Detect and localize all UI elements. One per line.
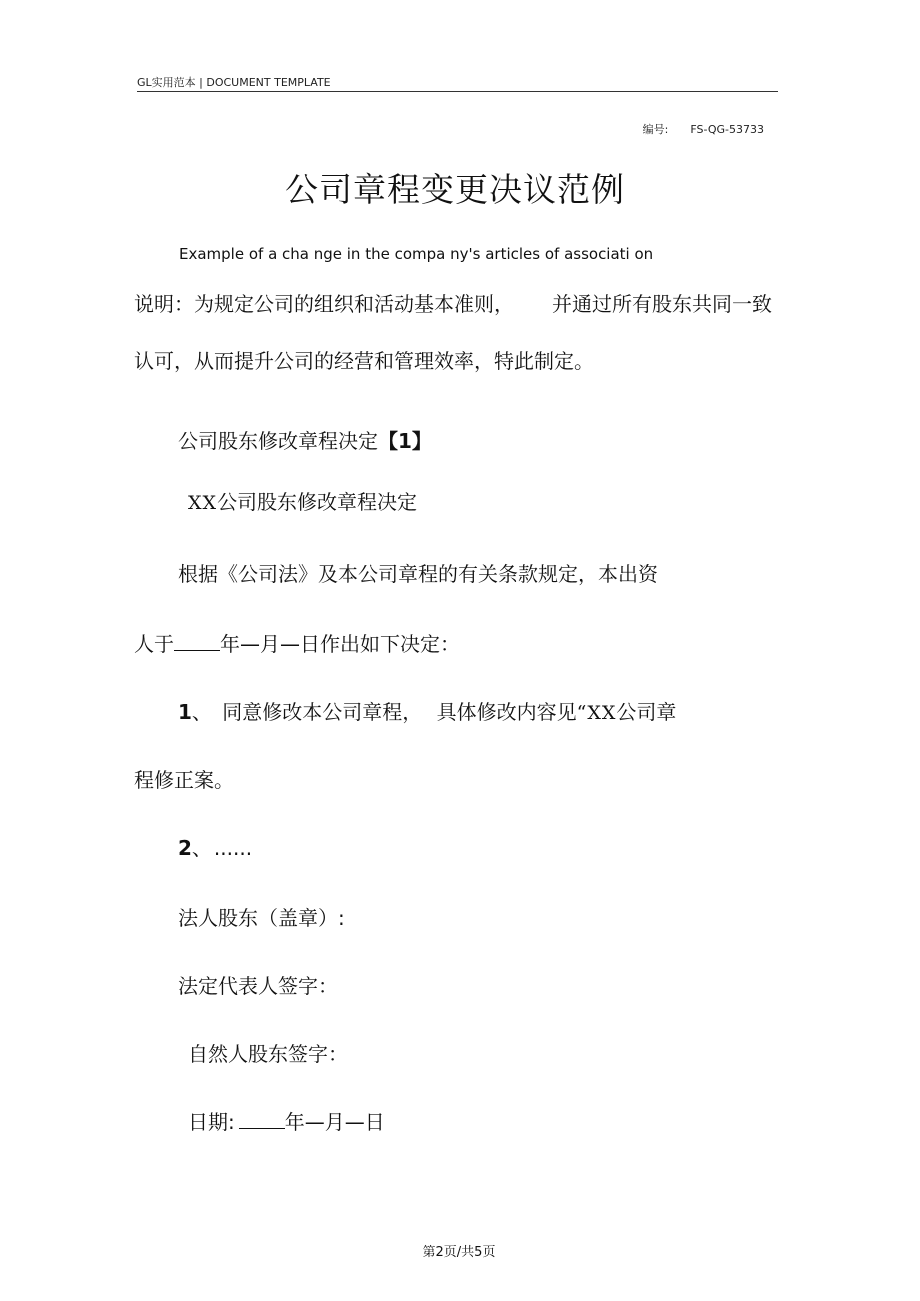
basis-line-2-suffix: 年—月—日作出如下决定： [220, 632, 460, 656]
signature-date [188, 1108, 385, 1136]
basis-line-2 [134, 630, 460, 658]
date-year-blank [239, 1110, 285, 1129]
item-1-separator: 、 [191, 700, 212, 724]
description-line-1 [134, 290, 772, 318]
section-heading-text: 公司股东修改章程决定 [178, 429, 378, 453]
page-footer: 第2页/共5页 [422, 1245, 496, 1260]
legal-rep-signature: 法定代表人签字： [178, 974, 338, 998]
legal-shareholder-seal: 法人股东（盖章）: [178, 906, 345, 930]
document-number-label: 编号: [642, 123, 669, 136]
decision-item-2 [178, 834, 252, 862]
item-1-number: 1 [178, 700, 192, 724]
document-title: 公司章程变更决议范例 [285, 170, 625, 209]
item-1-quote: “ [576, 702, 588, 724]
item-1-text-c: 公司章 [616, 700, 677, 724]
year-blank [174, 632, 220, 651]
english-subtitle: Example of a cha nge in the compa ny's articles of associati on [179, 245, 654, 263]
item-2-number: 2 [178, 836, 192, 860]
description-line-1-part-2: 并通过所有股东共同一致 [552, 292, 772, 316]
item-1-text-a: 同意修改本公司章程， [222, 700, 423, 724]
header-divider [137, 91, 778, 92]
date-suffix: 年—月—日 [284, 1110, 385, 1134]
section-heading-ref: 【1】 [378, 429, 432, 453]
section-heading [178, 427, 432, 455]
decision-item-1-continued: 程修正案。 [134, 768, 234, 792]
item-2-separator: 、 [191, 836, 212, 860]
document-header-brand: GL实用范本 | DOCUMENT TEMPLATE [137, 76, 331, 89]
document-number [643, 121, 764, 137]
decision-item-1 [178, 698, 676, 727]
decision-title-text: 公司股东修改章程决定 [217, 490, 418, 514]
basis-line-2-prefix: 人于 [134, 632, 174, 656]
description-line-1-part-1: 说明：为规定公司的组织和活动基本准则， [134, 292, 514, 316]
item-2-text: ...... [213, 836, 253, 860]
decision-title [188, 488, 417, 517]
natural-shareholder-signature: 自然人股东签字： [188, 1042, 348, 1066]
item-1-text-b: 具体修改内容见 [436, 700, 577, 724]
document-number-value: FS-QG-53733 [690, 123, 764, 136]
description-line-2: 认可，从而提升公司的经营和管理效率，特此制定。 [134, 349, 594, 373]
date-prefix: 日期: [188, 1110, 235, 1134]
basis-line-1: 根据《公司法》及本公司章程的有关条款规定，本出资 [178, 562, 658, 586]
decision-title-xx: XX [188, 492, 218, 514]
item-1-xx: XX [587, 702, 617, 724]
